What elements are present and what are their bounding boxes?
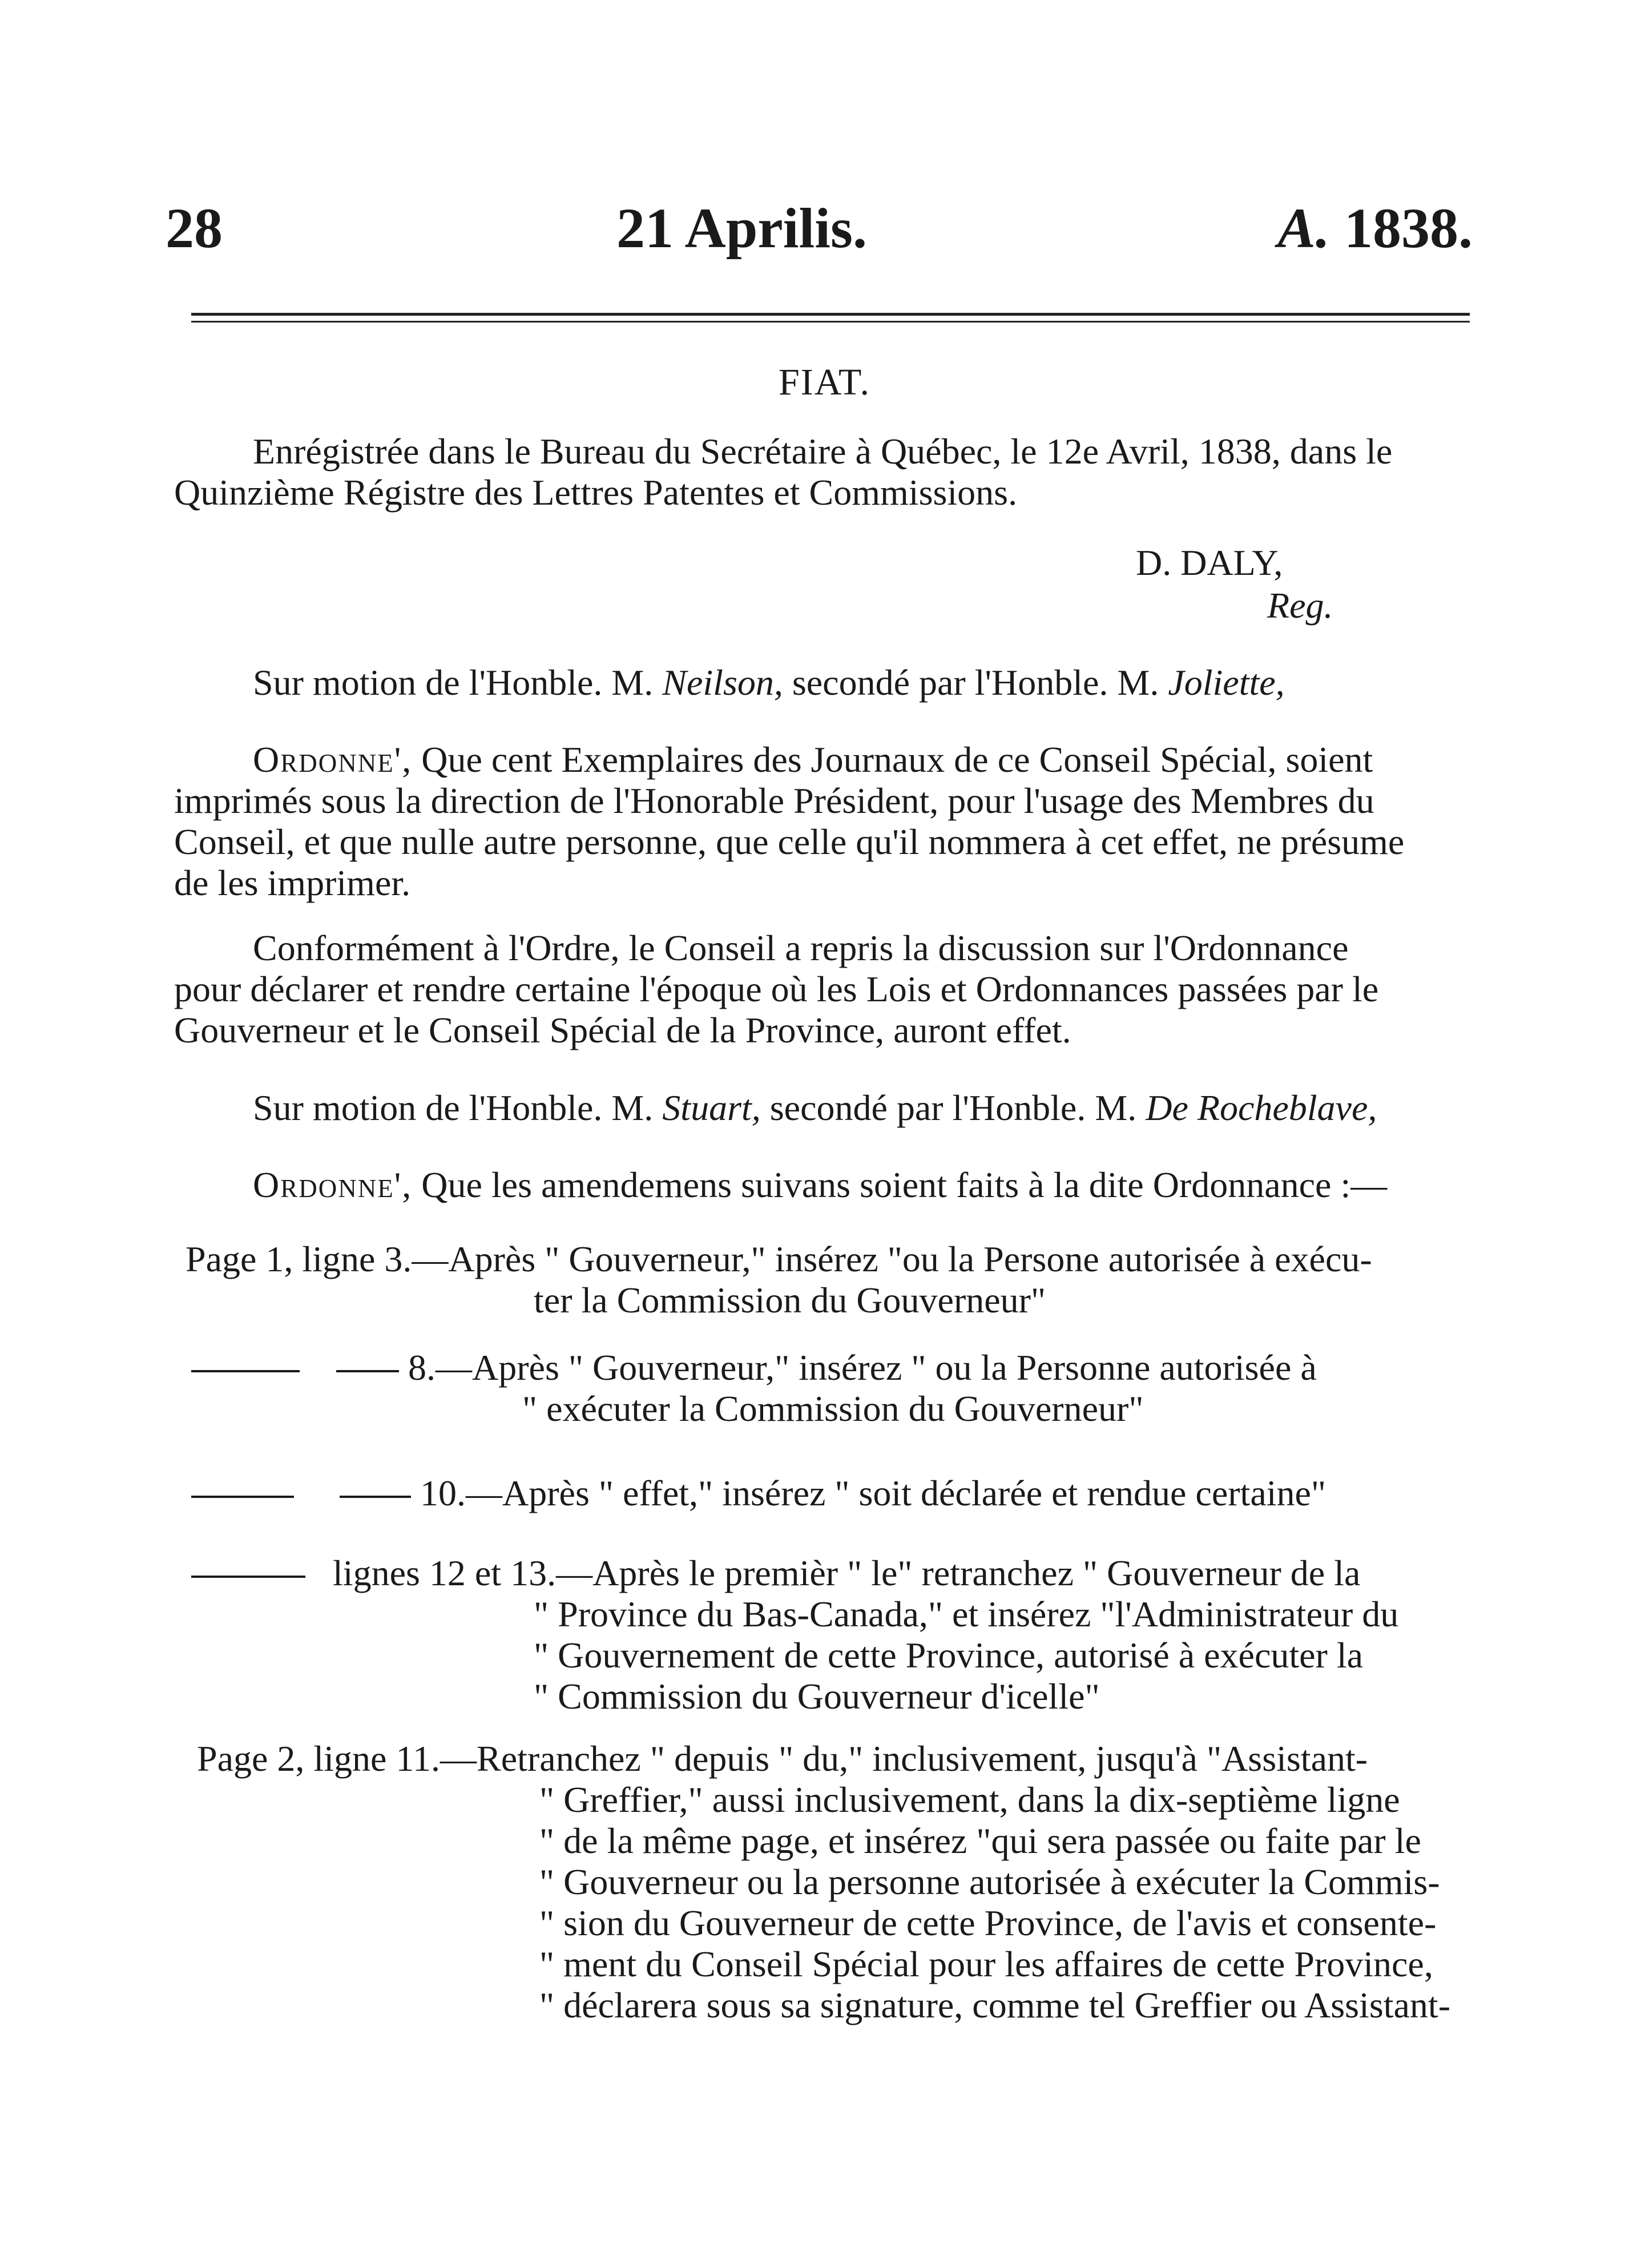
ordonne-2-text: Que les amendemens suivans soient faits à la dite Ordonnance :— <box>412 1165 1388 1205</box>
conformement-line-3: Gouverneur et le Conseil Spécial de la Province, auront effet. <box>174 1010 1071 1050</box>
motion-1-mover: Neilson, <box>662 662 783 703</box>
header-year-prefix: A. <box>1277 196 1330 260</box>
amendment-2-line-1: 8.—Après " Gouverneur," insérez " ou la Personne autorisée à <box>408 1347 1317 1388</box>
amendment-5-line-3: " de la même page, et insérez "qui sera passée ou faite par le <box>539 1820 1421 1861</box>
amendment-5-line-2: " Greffier," aussi inclusivement, dans la dix-septième ligne <box>539 1779 1400 1820</box>
ordonne-paragraph-1 <box>174 739 1473 904</box>
ordonne-2-lead: Ordonne', <box>253 1165 413 1205</box>
amendment-4-line-1-wrap <box>191 1553 1398 1594</box>
header-rule-thick <box>191 313 1470 316</box>
ditto-dash-long <box>191 1370 300 1372</box>
registration-line-2: Quinzième Régistre des Lettres Patentes et Commissions. <box>174 472 1018 513</box>
running-header <box>166 188 1473 280</box>
motion-2-middle: secondé par l'Honble. M. <box>760 1087 1146 1128</box>
amendment-1-line-2: ter la Commission du Gouverneur" <box>534 1280 1046 1320</box>
motion-2-seconder: De Rocheblave, <box>1146 1087 1377 1128</box>
amendment-1-line-1: Page 1, ligne 3.—Après " Gouverneur," insérez "ou la Persone autorisée à exécu- <box>186 1239 1372 1279</box>
conformement-paragraph <box>174 928 1473 1051</box>
conformement-line-2: pour déclarer et rendre certaine l'époque où les Lois et Ordonnances passées par le <box>174 969 1379 1009</box>
amendment-5-line-5: " sion du Gouverneur de cette Province, de l'avis et consente- <box>539 1903 1437 1943</box>
motion-1-line <box>174 662 1473 703</box>
fiat-heading: FIAT. <box>779 361 870 403</box>
amendment-5 <box>197 1738 1450 2026</box>
amendment-4 <box>191 1553 1398 1717</box>
motion-2-prefix: Sur motion de l'Honble. M. <box>253 1087 663 1128</box>
ditto-dash-short <box>336 1370 399 1372</box>
amendment-2-line-2: " exécuter la Commission du Gouverneur" <box>522 1388 1144 1429</box>
amendment-4-line-3: " Gouvernement de cette Province, autorisé à exécuter la <box>534 1635 1364 1675</box>
amendment-5-line-4: " Gouverneur ou la personne autorisée à exécuter la Commis- <box>539 1862 1440 1902</box>
ditto-dash-long <box>191 1496 294 1498</box>
motion-paragraph-1 <box>174 662 1473 703</box>
page-number: 28 <box>166 196 223 260</box>
amendment-4-line-1: lignes 12 et 13.—Après le premièr " le" retranchez " Gouverneur de la <box>333 1553 1361 1593</box>
motion-1-prefix: Sur motion de l'Honble. M. <box>253 662 663 703</box>
header-year <box>1277 188 1473 268</box>
ordonne-1-line-2: imprimés sous la direction de l'Honorable Président, pour l'usage des Membres du <box>174 780 1374 821</box>
amendment-5-line-7: " déclarera sous sa signature, comme tel Greffier ou Assistant- <box>539 1985 1450 2025</box>
motion-1-middle: secondé par l'Honble. M. <box>783 662 1168 703</box>
ordonne-1-lead: Ordonne', <box>253 739 413 780</box>
conformement-line-1: Conformément à l'Ordre, le Conseil a repris la discussion sur l'Ordonnance <box>253 928 1349 968</box>
ditto-dash-long <box>191 1576 305 1578</box>
ordonne-1-line-1 <box>174 739 1473 780</box>
registration-line-1: Enrégistrée dans le Bureau du Secrétaire à Québec, le 12e Avril, 1838, dans le <box>253 431 1393 472</box>
amendment-1 <box>186 1239 1372 1321</box>
motion-2-line <box>174 1087 1473 1129</box>
amendment-3-line-1-wrap <box>191 1473 1326 1514</box>
amendment-3 <box>191 1473 1326 1514</box>
ordonne-1-text-1: Que cent Exemplaires des Journaux de ce Conseil Spécial, soient <box>412 739 1373 780</box>
header-year-value: 1838. <box>1344 196 1473 260</box>
amendment-4-line-2: " Province du Bas-Canada," et insérez "l'Administrateur du <box>534 1594 1399 1634</box>
ordonne-1-line-4: de les imprimer. <box>174 863 411 903</box>
ditto-dash-short <box>340 1496 411 1498</box>
ordonne-2-line <box>174 1165 1473 1206</box>
signature-title: Reg. <box>1267 585 1333 626</box>
amendment-3-line-1: 10.—Après " effet," insérez " soit déclarée et rendue certaine" <box>420 1473 1327 1513</box>
motion-paragraph-2 <box>174 1087 1473 1129</box>
amendment-5-line-6: " ment du Conseil Spécial pour les affaires de cette Province, <box>539 1944 1433 1984</box>
amendment-5-line-1: Page 2, ligne 11.—Retranchez " depuis " du," inclusivement, jusqu'à "Assistant- <box>197 1738 1368 1779</box>
motion-2-mover: Stuart, <box>662 1087 761 1128</box>
header-date: 21 Aprilis. <box>616 196 867 260</box>
ordonne-1-line-3: Conseil, et que nulle autre personne, que celle qu'il nommera à cet effet, ne présume <box>174 821 1405 862</box>
amendment-4-line-4: " Commission du Gouverneur d'icelle" <box>534 1676 1100 1717</box>
ordonne-paragraph-2 <box>174 1165 1473 1206</box>
signature-name: D. DALY, <box>1136 542 1283 583</box>
amendment-2 <box>191 1347 1317 1429</box>
header-rule-thin <box>191 321 1470 323</box>
motion-1-seconder: Joliette, <box>1168 662 1285 703</box>
amendment-2-line-1-wrap <box>191 1347 1317 1388</box>
registration-paragraph <box>174 431 1473 513</box>
